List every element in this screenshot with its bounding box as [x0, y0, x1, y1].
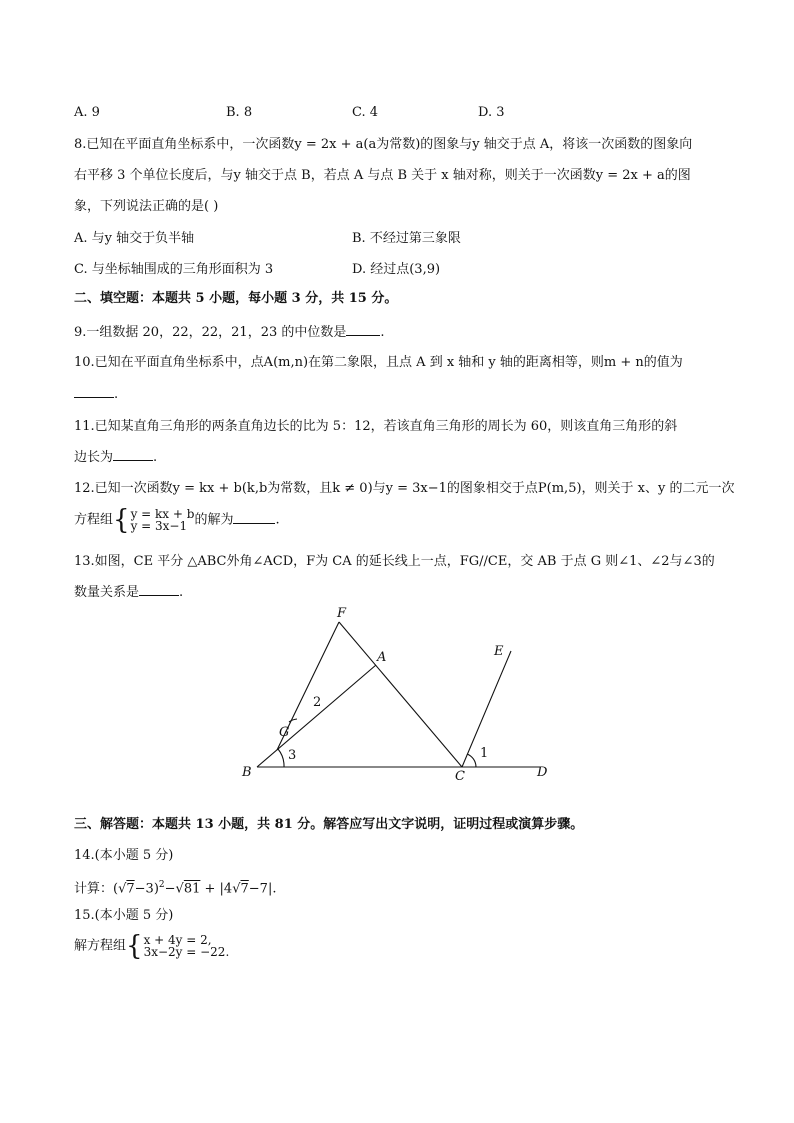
section-3-heading: 三、解答题：本题共 13 小题，共 81 分。解答应写出文字说明，证明过程或演算步骤。 — [74, 817, 584, 832]
q7-option-b: B. 8 — [226, 105, 253, 120]
q12-prefix: 方程组 — [74, 512, 114, 528]
angle-1-arc — [467, 754, 476, 767]
label-angle-1: 1 — [480, 746, 489, 761]
q9-end: . — [380, 325, 385, 340]
section-2-heading: 二、填空题：本题共 5 小题，每小题 3 分，共 15 分。 — [74, 291, 398, 306]
q8-line-1: 8.已知在平面直角坐标系中，一次函数y = 2x + a(a为常数)的图象与y 轴交于点 A，将该一次函数的图象向 — [74, 137, 693, 152]
label-G: G — [279, 725, 290, 740]
q13-line-1: 13.如图，CE 平分 △ABC外角∠ACD，F为 CA 的延长线上一点，FG//CE，交 AB 于点 G 则∠1、∠2与∠3的 — [74, 554, 715, 569]
q7-option-a: A. 9 — [74, 105, 100, 120]
label-angle-3: 3 — [288, 748, 297, 763]
q8-option-d: D. 经过点(3,9) — [352, 262, 441, 277]
q14-mid-1: −3) — [134, 881, 159, 897]
q11-line-1: 11.已知某直角三角形的两条直角边长的比为 5：12，若该直角三角形的周长为 60，则该直角三角形的斜 — [74, 419, 678, 434]
q8-option-a: A. 与y 轴交于负半轴 — [74, 231, 195, 246]
q14-mid-2: − — [164, 881, 176, 897]
q8-option-c: C. 与坐标轴围成的三角形面积为 3 — [74, 262, 274, 277]
q14-end: −7|. — [248, 881, 277, 897]
label-F: F — [337, 606, 347, 621]
label-C: C — [455, 769, 465, 784]
q11-end: . — [153, 450, 158, 465]
label-angle-2: 2 — [313, 695, 322, 710]
q15-eq-1: x + 4y = 2, — [143, 933, 212, 947]
q12-eq-2: y = 3x−1 — [130, 519, 188, 533]
q14-prefix: 计算：( — [74, 881, 119, 897]
q7-option-c: C. 4 — [352, 105, 379, 120]
q10-line-1: 10.已知在平面直角坐标系中，点A(m,n)在第二象限，且点 A 到 x 轴和 y 轴的距离相等，则m + n的值为 — [74, 355, 683, 370]
q15-system-line — [74, 930, 230, 962]
label-A: A — [377, 650, 387, 665]
q14-radicand-2: 81 — [183, 881, 201, 897]
q12-eq-1: y = kx + b — [130, 507, 195, 521]
q8-option-b: B. 不经过第三象限 — [352, 231, 461, 246]
q15-eq-2: 3x−2y = −22. — [143, 945, 230, 959]
q11-prefix: 边长为 — [74, 450, 114, 465]
line-fc — [339, 622, 462, 767]
q14-radicand-1: 7 — [126, 881, 135, 897]
q15-brace: { — [126, 930, 143, 962]
q14-mid-3: + |4 — [200, 881, 233, 897]
q14-header: 14.(本小题 5 分) — [74, 848, 174, 863]
q14-expression — [74, 876, 276, 898]
q12-end: . — [275, 512, 280, 528]
label-D: D — [537, 765, 548, 780]
q12-suffix: 的解为 — [194, 512, 234, 528]
angle-2-arc — [289, 719, 297, 722]
q14-exponent: 2 — [158, 880, 165, 890]
q12-line-1: 12.已知一次函数y = kx + b(k,b为常数，且k ≠ 0)与y = 3x−1的图象相交于点P(m,5)，则关于 x、y 的二元一次 — [74, 481, 735, 496]
q8-line-3: 象，下列说法正确的是( ) — [74, 199, 219, 214]
q7-option-d: D. 3 — [478, 105, 505, 120]
q10-end: . — [114, 387, 119, 402]
label-E: E — [494, 644, 504, 659]
q13-prefix: 数量关系是 — [74, 585, 140, 600]
angle-3-arc — [278, 749, 284, 767]
q12-brace: { — [113, 504, 130, 536]
q13-end: . — [179, 585, 184, 600]
sqrt-icon: √ — [232, 881, 241, 897]
sqrt-icon: √ — [118, 881, 127, 897]
q14-radicand-3: 7 — [240, 881, 249, 897]
label-B: B — [242, 765, 252, 780]
q9-question: 9.一组数据 20，22，22，21，23 的中位数是 — [74, 325, 347, 340]
q15-prefix: 解方程组 — [74, 938, 127, 954]
line-ba — [257, 665, 376, 767]
sqrt-icon: √ — [175, 881, 184, 897]
q8-line-2: 右平移 3 个单位长度后，与y 轴交于点 B，若点 A 与点 B 关于 x 轴对称，则关于一次函数y = 2x + a的图 — [74, 168, 691, 183]
q15-header: 15.(本小题 5 分) — [74, 908, 174, 923]
q15-system — [144, 934, 230, 958]
